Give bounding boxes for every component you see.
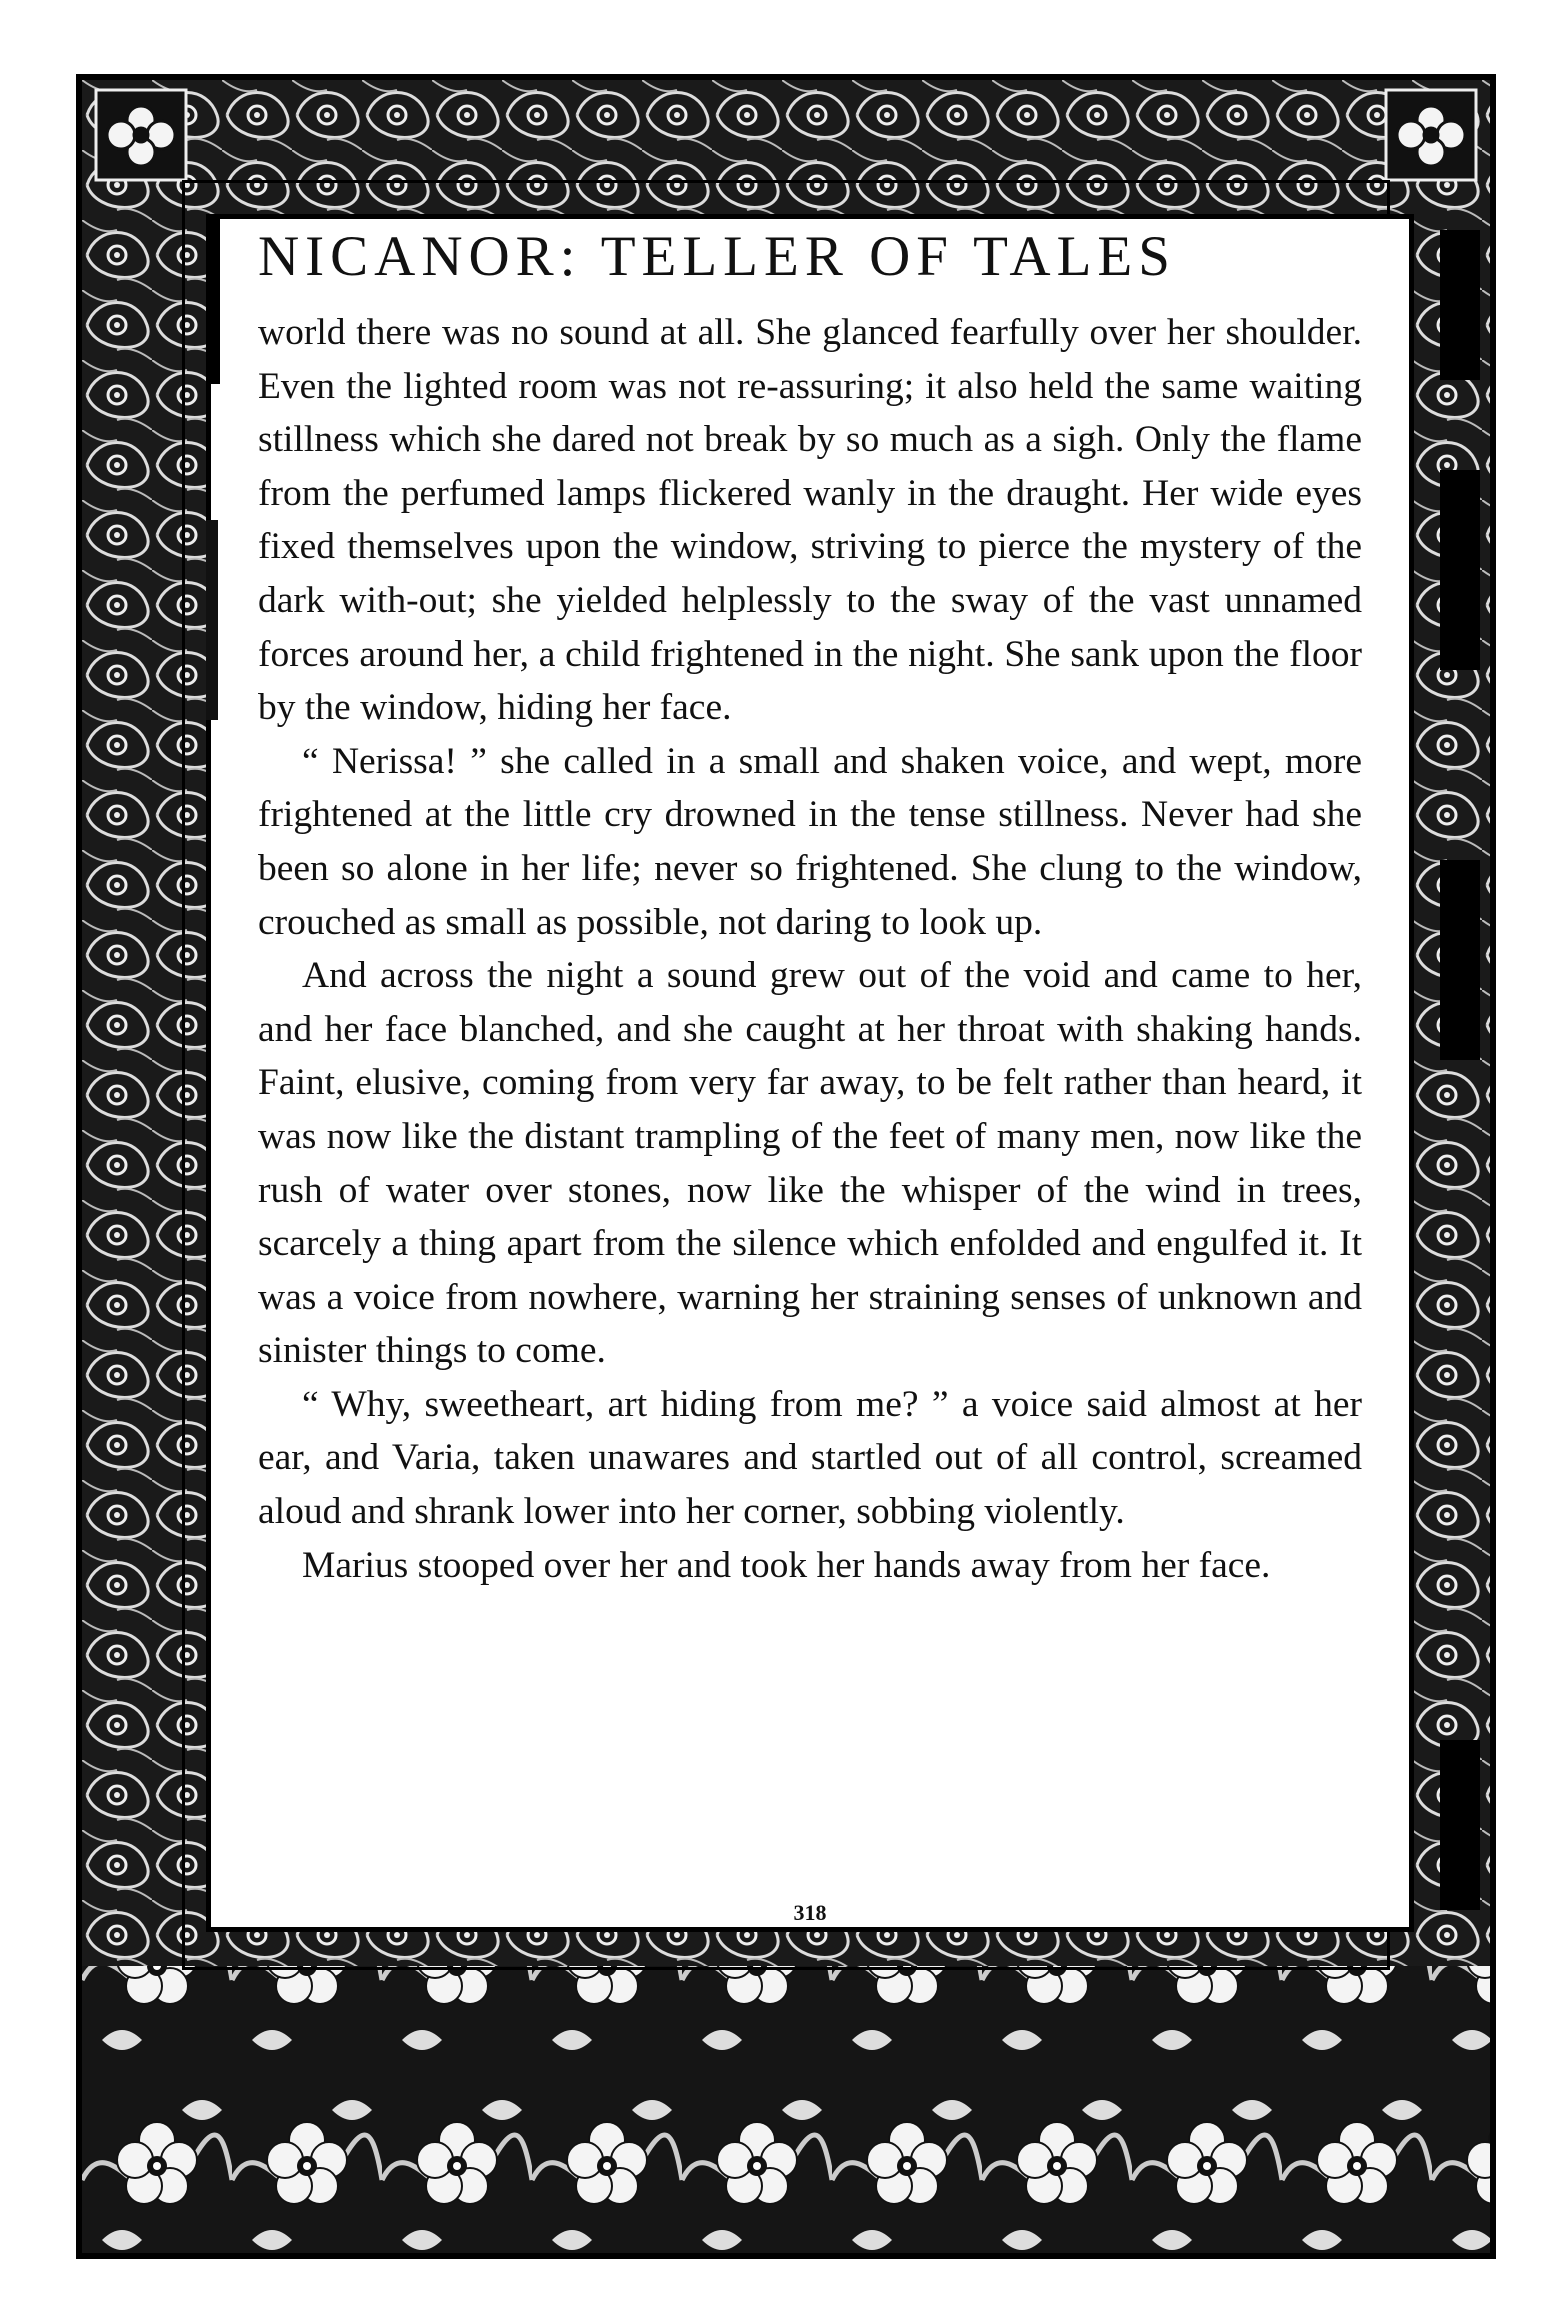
- scan-edge-mark: [1440, 1740, 1480, 1910]
- scan-edge-mark: [1440, 860, 1480, 1060]
- paragraph: “ Nerissa! ” she called in a small and shaken voice, and wept, more frightened at the little cry drowned in the tense stillness. Never had she been so alone in her life; never so frightened. She clung to the window, crouched as small as possible, not daring to look up.: [258, 740, 1362, 943]
- scan-edge-mark: [1440, 230, 1480, 380]
- paragraph: And across the night a sound grew out of the void and came to her, and her face blanched, and she caught at her throat with shaking hands. Faint, elusive, coming from very far away, to be felt rather than heard, it was now like the distant trampling of the feet of many men, now like the rush of water over stones, now like the whisper of the wind in trees, scarcely a thing apart from the silence which enfolded and engulfed it. It was a voice from nowhere, warning her straining senses of unknown and sinister things to come.: [258, 955, 1362, 1372]
- paragraph: world there was no sound at all. She glanced fearfully over her shoulder. Even the lighted room was not re-assuring; it also held the same waiting stillness which she dared not break by so much as a sigh. Only the flame from the perfumed lamps flickered wanly in the draught. Her wide eyes fixed themselves upon the window, striving to pierce the mystery of the dark with-out; she yielded helplessly to the sway of the vast unnamed forces around her, a child frightened in the night. She sank upon the floor by the window, hiding her face.: [258, 312, 1362, 729]
- body-text: [258, 306, 1362, 1592]
- paragraph: “ Why, sweetheart, art hiding from me? ” a voice said almost at her ear, and Varia, taken unawares and startled out of all control, screamed aloud and shrank lower into her corner, sobbing violently.: [258, 1383, 1362, 1533]
- running-head: NICANOR: TELLER OF TALES: [258, 225, 1176, 288]
- scan-edge-mark: [1440, 470, 1480, 670]
- paragraph: Marius stooped over her and took her hands away from her face.: [302, 1544, 1271, 1586]
- page-number: 318: [793, 1900, 827, 1925]
- panel-edge-mark: [206, 214, 220, 384]
- panel-edge-mark: [206, 520, 218, 720]
